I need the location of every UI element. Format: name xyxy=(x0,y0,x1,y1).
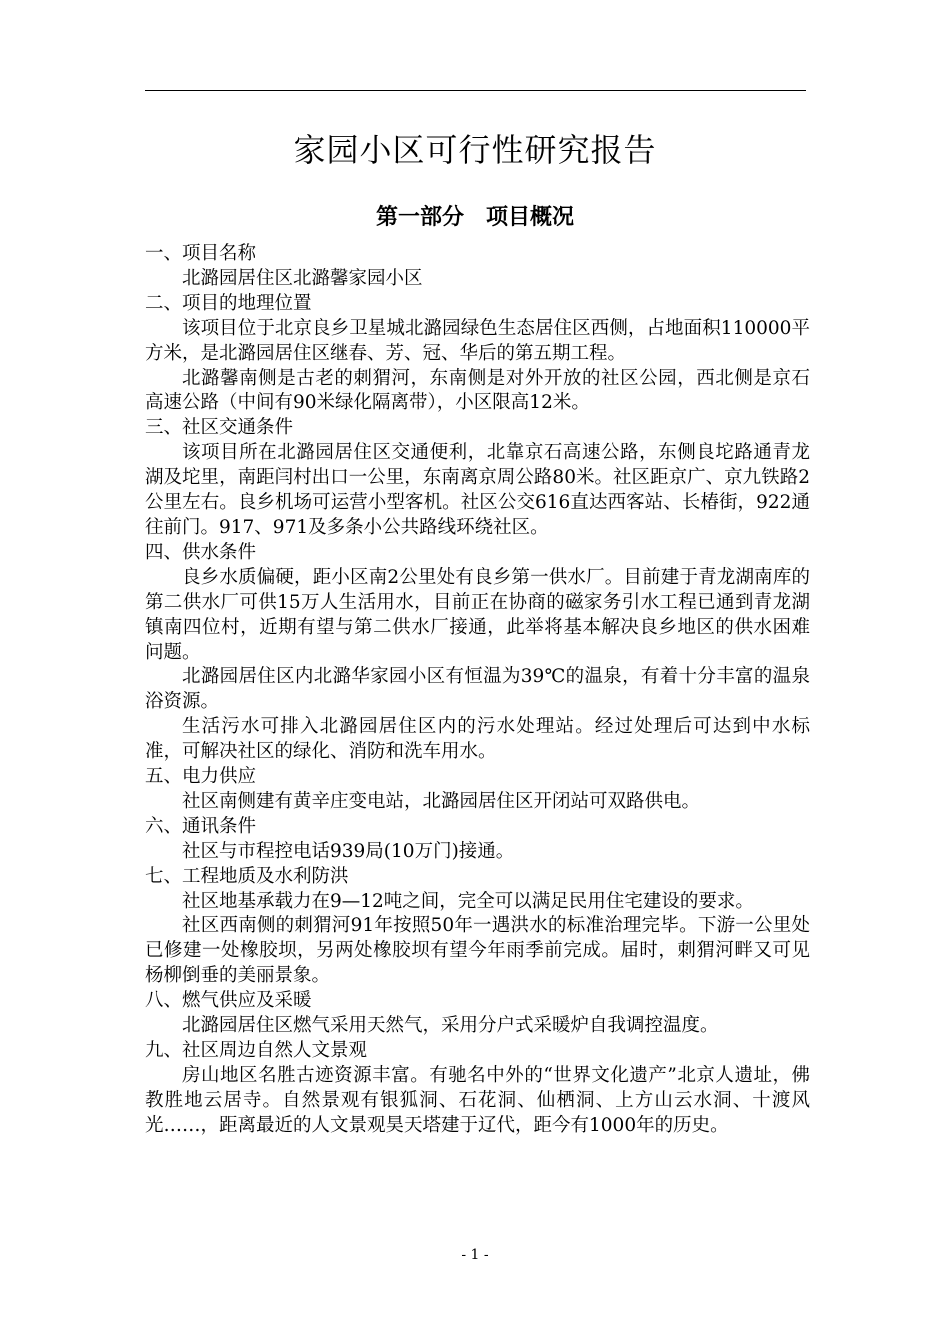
section-communications xyxy=(145,815,810,865)
document-body xyxy=(145,242,810,1139)
section-project-name xyxy=(145,242,810,292)
section-landscape xyxy=(145,1039,810,1139)
paragraph: 北潞园居住区内北潞华家园小区有恒温为39℃的温泉，有着十分丰富的温泉浴资源。 xyxy=(145,666,810,713)
section-heading: 一、项目名称 xyxy=(145,243,257,264)
section-transport xyxy=(145,416,810,541)
paragraph: 该项目位于北京良乡卫星城北潞园绿色生态居住区西侧，占地面积110000平方米，是北潞园居住区继春、芳、冠、华后的第五期工程。 xyxy=(145,317,810,364)
paragraph: 该项目所在北潞园居住区交通便利，北靠京石高速公路，东侧良坨路通青龙湖及坨里，南距闫村出口一公里，东南离京周公路80米。社区距京广、京九铁路2公里左右。良乡机场可运营小型客机。社区公交616直达西客站、长椿街，922通往前门。917、971及多条小公共路线环绕社区。 xyxy=(145,442,810,538)
paragraph: 房山地区名胜古迹资源丰富。有驰名中外的“世界文化遗产”北京人遗址，佛教胜地云居寺。自然景观有银狐洞、石花洞、仙栖洞、上方山云水洞、十渡风光……，距离最近的人文景观昊天塔建于辽代，距今有1000年的历史。 xyxy=(145,1064,810,1136)
paragraph: 北潞园居住区燃气采用天然气，采用分户式采暖炉自我调控温度。 xyxy=(182,1015,719,1037)
page-number: - 1 - xyxy=(461,1247,489,1263)
paragraph: 生活污水可排入北潞园居住区内的污水处理站。经过处理后可达到中水标准，可解决社区的绿化、消防和洗车用水。 xyxy=(145,716,810,763)
section-power-supply xyxy=(145,765,810,815)
section-water-supply xyxy=(145,541,810,765)
part-title: 第一部分 项目概况 xyxy=(375,205,574,230)
header-rule xyxy=(145,90,806,91)
paragraph: 社区南侧建有黄辛庄变电站，北潞园居住区开闭站可双路供电。 xyxy=(182,790,701,812)
section-heading: 二、项目的地理位置 xyxy=(145,292,312,314)
section-heading: 六、通讯条件 xyxy=(145,815,257,837)
paragraph: 社区与市程控电话939局(10万门)接通。 xyxy=(182,840,515,862)
section-heading: 九、社区周边自然人文景观 xyxy=(145,1040,368,1061)
document-title: 家园小区可行性研究报告 xyxy=(293,131,657,169)
paragraph: 北潞园居住区北潞馨家园小区 xyxy=(182,267,423,289)
paragraph: 社区地基承载力在9—12吨之间，完全可以满足民用住宅建设的要求。 xyxy=(182,890,754,912)
section-heading: 五、电力供应 xyxy=(145,766,257,788)
paragraph: 良乡水质偏硬，距小区南2公里处有良乡第一供水厂。目前建于青龙湖南库的第二供水厂可供15万人生活用水，目前正在协商的磁家务引水工程已通到青龙湖镇南四位村，近期有望与第二供水厂接通，此举将基本解决良乡地区的供水困难问题。 xyxy=(145,566,810,663)
section-heading: 七、工程地质及水利防洪 xyxy=(145,865,349,887)
paragraph: 社区西南侧的刺猬河91年按照50年一遇洪水的标准治理完毕。下游一公里处已修建一处橡胶坝，另两处橡胶坝有望今年雨季前完成。届时，刺猬河畔又可见杨柳倒垂的美丽景象。 xyxy=(145,915,810,987)
section-location xyxy=(145,292,810,417)
paragraph: 北潞馨南侧是古老的刺猬河，东南侧是对外开放的社区公园，西北侧是京石高速公路（中间有90米绿化隔离带），小区限高12米。 xyxy=(145,367,810,414)
section-geology-flood-control xyxy=(145,865,810,990)
section-heading: 三、社区交通条件 xyxy=(145,417,294,439)
section-heading: 八、燃气供应及采暖 xyxy=(145,990,312,1012)
section-heading: 四、供水条件 xyxy=(145,541,257,563)
section-gas-heating xyxy=(145,989,810,1039)
